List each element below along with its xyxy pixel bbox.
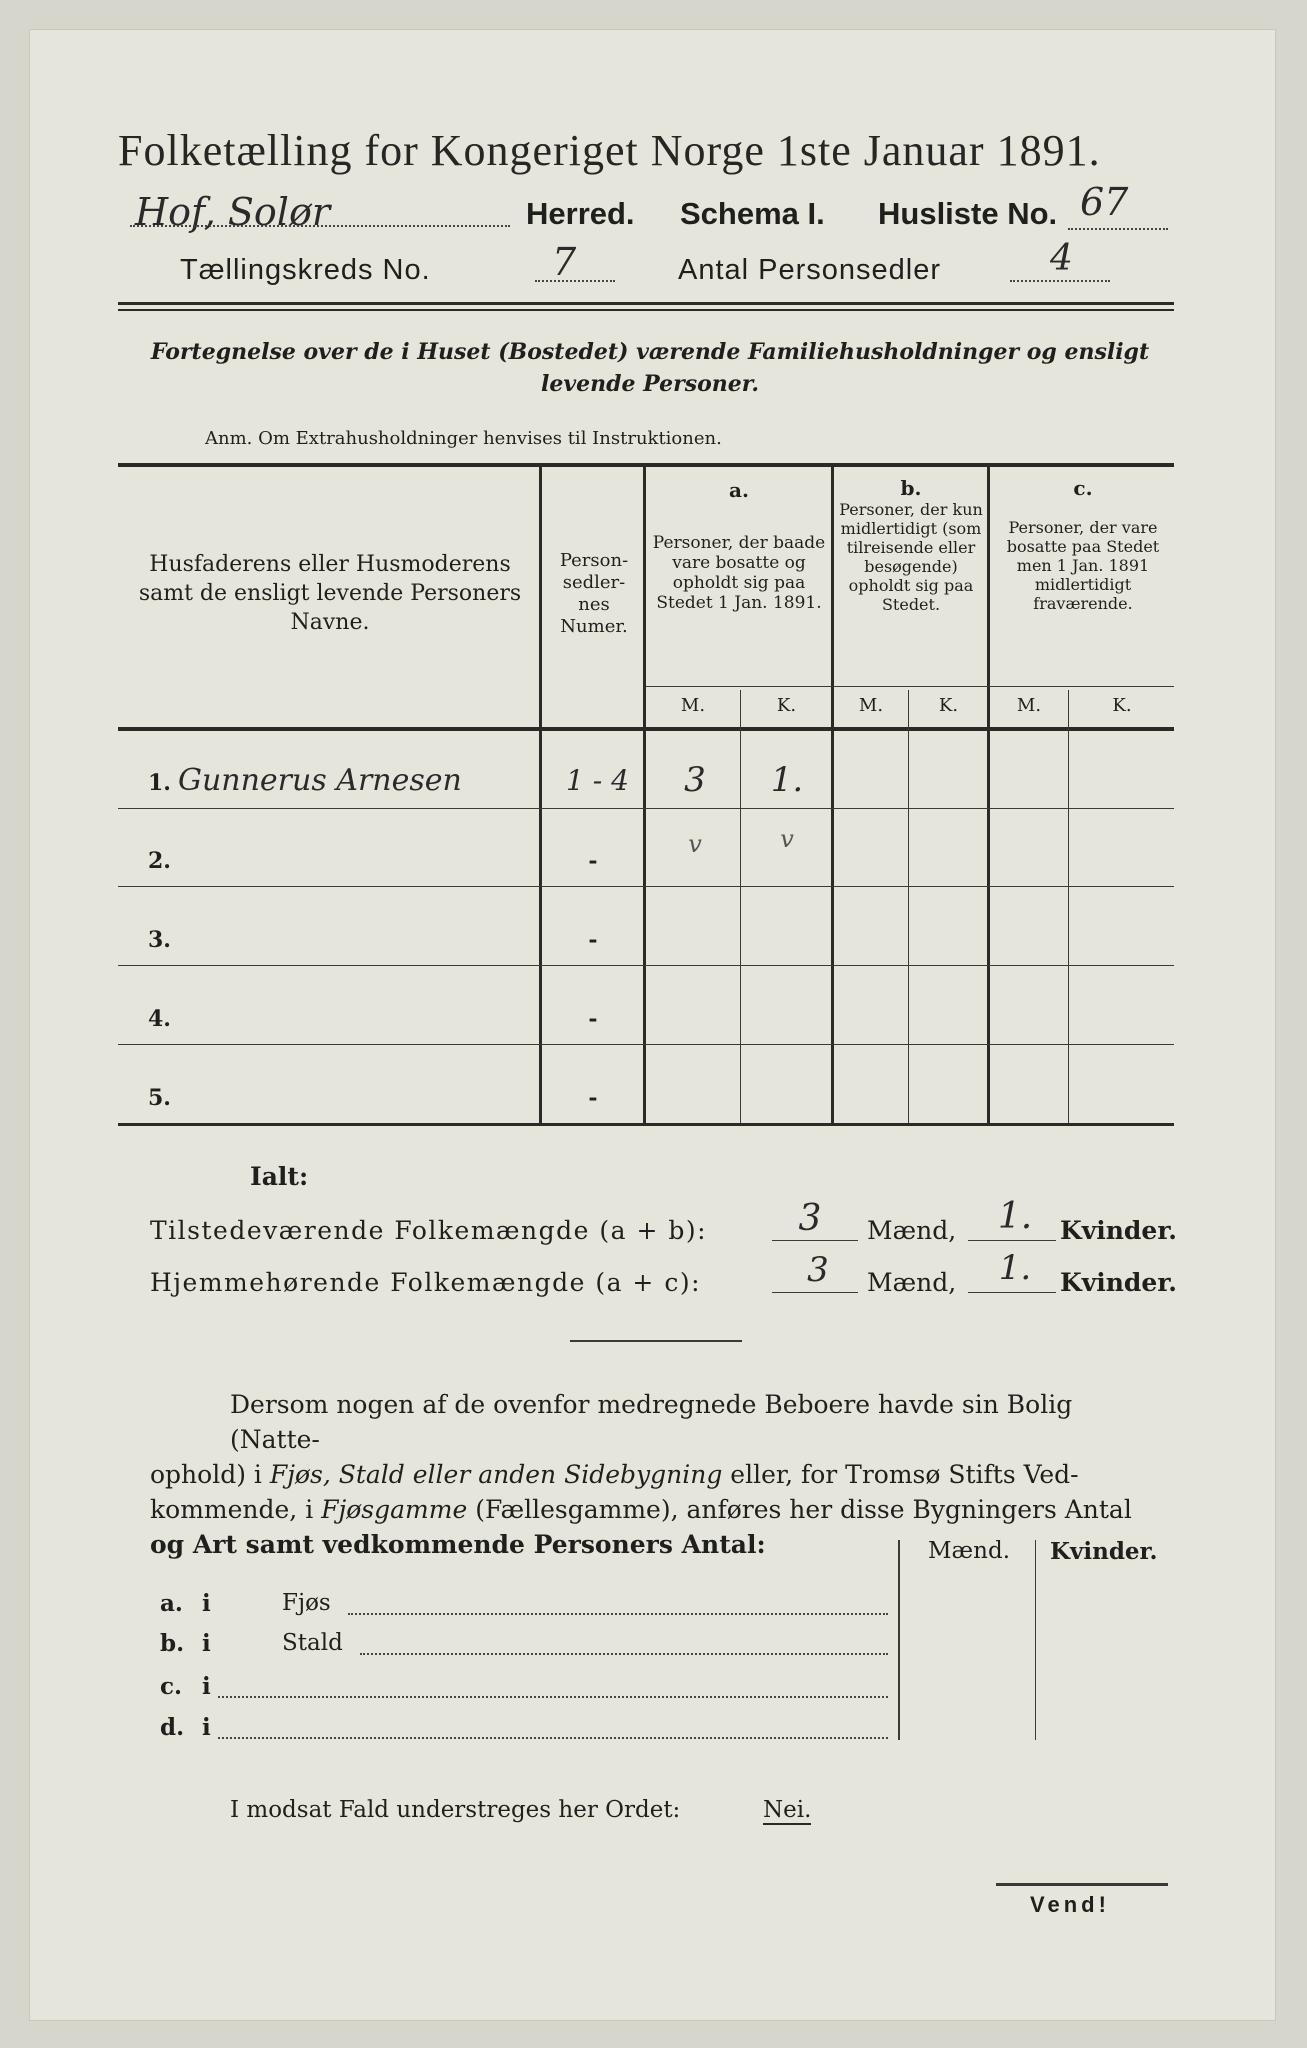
col-divider-c-mk (1068, 690, 1069, 1123)
herred-dotline (130, 225, 510, 227)
header-rule-top (118, 302, 1174, 305)
bolig-col-maend: Mænd. (928, 1538, 1011, 1564)
total-line-2-k-rule (968, 1292, 1056, 1293)
bolig-col-divider-2 (1035, 1540, 1036, 1740)
col-divider-a (831, 467, 834, 1123)
bolig-line-3b: Fjøsgamme (321, 1495, 468, 1524)
modsat-label: I modsat Fald understreges her Ordet: (230, 1797, 681, 1823)
bolig-item-d-dots (218, 1737, 888, 1739)
husliste-label: Husliste No. (878, 196, 1058, 231)
bolig-item-a-i: i (202, 1590, 211, 1617)
bolig-line-2c: eller, for Tromsø Stifts Ved- (722, 1460, 1079, 1489)
bolig-item-b-i: i (202, 1630, 211, 1657)
total-line-2-maend: Mænd, (867, 1268, 957, 1297)
bolig-line-2a: ophold) i (150, 1460, 270, 1489)
bolig-item-b-letter: b. (160, 1630, 185, 1657)
bolig-line-3c: (Fællesgamme), anføres her disse Bygningers Antal (467, 1495, 1132, 1524)
bolig-line-2b: Fjøs, Stald eller anden Sidebygning (269, 1460, 723, 1489)
intro-line-2: levende Personer. (541, 371, 759, 397)
header-c-letter: c. (1073, 476, 1093, 500)
total-line-2-k: 1. (998, 1248, 1032, 1288)
header-b-text: Personer, der kun midlertidigt (som tilreisende eller besøgende) opholdt sig paa Stedet. (839, 500, 983, 614)
bolig-line-3 (150, 1492, 1170, 1527)
header-name: Husfaderens eller Husmoderens samt de ensligt levende Personers Navne. (138, 552, 522, 635)
intro-text (120, 336, 1180, 400)
row-5-number: 5. (148, 1085, 171, 1111)
personsedler-value: 4 (1050, 238, 1073, 279)
census-form-page (30, 30, 1275, 2020)
row-5-sedler: - (588, 1085, 598, 1111)
col-divider-num (643, 467, 646, 1123)
bolig-item-c-i: i (202, 1673, 211, 1700)
bolig-line-2 (150, 1457, 1170, 1492)
total-line-1-k-rule (968, 1240, 1056, 1241)
ialt-label: Ialt: (250, 1162, 309, 1191)
row-rule-3 (118, 965, 1174, 966)
row-2-number: 2. (148, 848, 171, 874)
separator-rule (570, 1340, 742, 1342)
row-3-number: 3. (148, 927, 171, 953)
anm-note: Anm. Om Extrahusholdninger henvises til Instruktionen. (205, 428, 722, 449)
total-line-1-k: 1. (997, 1196, 1033, 1237)
herred-value: Hof, Solør (135, 190, 330, 234)
header-number: Person-sedler-nes Numer. (559, 550, 629, 637)
husliste-dotline (1068, 228, 1168, 230)
row-3-sedler: - (588, 927, 598, 953)
row-2-a-m: v (688, 830, 702, 858)
bolig-paragraph (150, 1387, 1170, 1562)
herred-label: Herred. (526, 196, 635, 231)
mk-subheader-rule (646, 686, 1174, 687)
row-1-a-k: 1. (770, 760, 804, 800)
header-a-letter: a. (729, 478, 749, 502)
table-top-rule (118, 463, 1174, 467)
table-bottom-rule (118, 1123, 1174, 1126)
col-divider-a-mk (740, 690, 741, 1123)
row-rule-1 (118, 808, 1174, 809)
vend-rule (996, 1883, 1168, 1886)
row-1-name: Gunnerus Arnesen (178, 763, 462, 798)
bolig-item-c-dots (218, 1696, 888, 1698)
bolig-item-a-dots (348, 1613, 888, 1615)
total-line-1-m-rule (772, 1240, 858, 1241)
bolig-line-1: Dersom nogen af de ovenfor medregnede Beboere havde sin Bolig (Natte- (230, 1390, 1073, 1454)
header-a-m: M. (680, 695, 706, 716)
form-title: Folketælling for Kongeriget Norge 1ste Januar 1891. (118, 126, 1101, 175)
total-line-1-kvinder: Kvinder. (1060, 1216, 1177, 1245)
header-a-k: K. (776, 695, 797, 716)
col-divider-b (987, 467, 990, 1123)
modsat-word: Nei. (763, 1797, 812, 1823)
bolig-col-kvinder: Kvinder. (1050, 1538, 1158, 1565)
header-c-m: M. (1016, 695, 1042, 716)
table-header-bottom-rule (118, 727, 1174, 731)
row-rule-4 (118, 1044, 1174, 1045)
bolig-line-3a: kommende, i (150, 1495, 322, 1524)
total-line-1-maend: Mænd, (867, 1216, 957, 1245)
total-line-1-m: 3 (798, 1198, 822, 1239)
row-1-sedler: 1 - 4 (566, 764, 629, 797)
row-rule-2 (118, 886, 1174, 887)
bolig-item-b-dots (360, 1653, 888, 1655)
bolig-line-4: og Art samt vedkommende Personers Antal: (150, 1530, 766, 1559)
kreds-dotline (535, 280, 615, 282)
bolig-item-a-label: Fjøs (282, 1590, 331, 1616)
bolig-col-divider-1 (898, 1540, 900, 1740)
row-4-sedler: - (588, 1006, 598, 1032)
row-4-number: 4. (148, 1006, 171, 1032)
header-c-text: Personer, der vare bosatte paa Stedet men 1 Jan. 1891 midlertidigt fraværende. (1006, 518, 1160, 613)
header-b-letter: b. (900, 476, 922, 500)
row-2-sedler: - (588, 848, 598, 874)
bolig-item-c-letter: c. (160, 1673, 183, 1700)
total-line-2-m-rule (772, 1292, 858, 1293)
total-line-1-label: Tilstedeværende Folkemængde (a + b): (150, 1216, 708, 1245)
bolig-item-a-letter: a. (160, 1590, 183, 1617)
kreds-value: 7 (552, 240, 577, 284)
personsedler-label: Antal Personsedler (678, 254, 942, 286)
bolig-item-b-label: Stald (282, 1630, 343, 1656)
row-1-a-m: 3 (684, 760, 706, 800)
total-line-2-label: Hjemmehørende Folkemængde (a + c): (150, 1268, 701, 1297)
col-divider-b-mk (908, 690, 909, 1123)
schema-label: Schema I. (680, 196, 825, 231)
header-rule-bottom (118, 309, 1174, 311)
bolig-item-d-letter: d. (160, 1714, 185, 1741)
vend-label: Vend! (1030, 1892, 1110, 1917)
header-c-k: K. (1112, 695, 1132, 716)
header-b-m: M. (858, 695, 884, 716)
total-line-2-m: 3 (807, 1250, 829, 1290)
intro-line-1: Fortegnelse over de i Huset (Bostedet) værende Familiehusholdninger og ensligt (150, 339, 1150, 365)
kreds-label: Tællingskreds No. (180, 254, 431, 286)
total-line-2-kvinder: Kvinder. (1060, 1268, 1177, 1297)
row-1-number: 1. (148, 770, 171, 796)
row-2-a-k: v (780, 825, 794, 853)
header-b-k: K. (938, 695, 959, 716)
husliste-value: 67 (1080, 180, 1129, 224)
bolig-item-d-i: i (202, 1714, 211, 1741)
col-divider-name (539, 467, 542, 1123)
header-a-text: Personer, der baade vare bosatte og opholdt sig paa Stedet 1 Jan. 1891. (652, 533, 826, 613)
personsedler-dotline (1010, 280, 1110, 282)
